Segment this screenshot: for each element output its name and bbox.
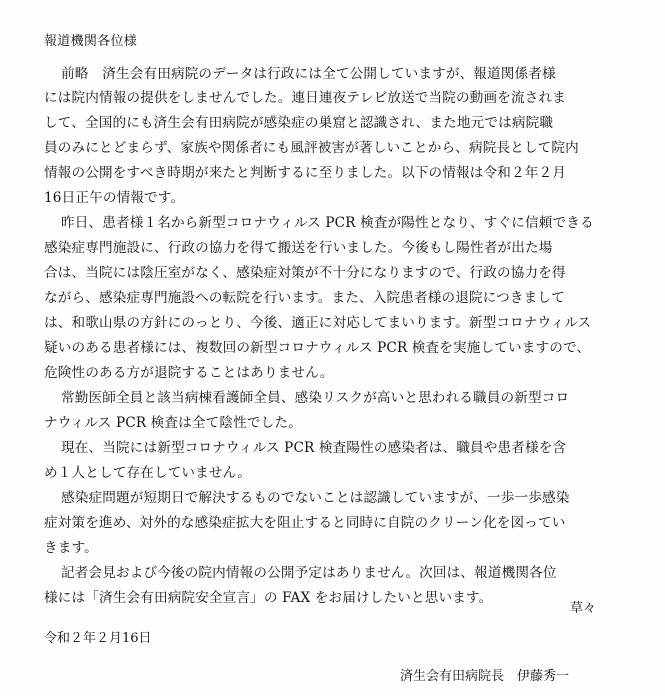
body-line: 感染症専門施設に、行政の協力を得て搬送を行いました。今後もし陽性者が出た場 (44, 240, 553, 256)
signature: 済生会有田病院長 伊藤秀一 (400, 669, 570, 684)
body-line: して、全国的にも済生会有田病院が感染症の巣窟と認識され、また地元では病院職 (44, 115, 554, 131)
body-line: ながら、感染症専門施設への転院を行います。また、入院患者様の退院につきまして (44, 290, 565, 306)
body-line: 症対策を進め、対外的な感染症拡大を阻止すると同時に自院のクリーン化を図ってい (44, 515, 566, 531)
body-line: 昨日、患者様１名から新型コロナウィルス PCR 検査が陽性となり、すぐに信頼できる (61, 215, 594, 231)
body-line: 合は、当院には陰圧室がなく、感染症対策が不十分になりますので、行政の協力を得 (44, 265, 566, 281)
body-line: 様には「済生会有田病院安全宣言」の FAX をお届けしたいと思います。 (44, 590, 493, 606)
body-line: 記者会見および今後の院内情報の公開予定はありません。次回は、報道機関各位 (61, 565, 557, 581)
letter-date: 令和２年２月16日 (44, 631, 152, 646)
body-line: 前略 済生会有田病院のデータは行政には全て公開していますが、報道関係者様 (61, 66, 556, 82)
body-line: 員のみにとどまらず、家族や関係者にも風評被害が著しいことから、病院長として院内 (44, 140, 579, 156)
body-line: 感染症問題が短期日で解決するものでないことは認識していますが、一歩一歩感染 (61, 490, 570, 506)
body-line: には院内情報の提供をしませんでした。連日連夜テレビ放送で当院の動画を流されま (44, 90, 566, 106)
body-line: 情報の公開をすべき時期が来たと判断するに至りました。以下の情報は令和２年２月 (44, 165, 566, 181)
body-line: 常勤医師全員と該当病棟看護師全員、感染リスクが高いと思われる職員の新型コロ (61, 390, 570, 406)
body-line: きます。 (44, 540, 98, 556)
body-line: 16日正午の情報です。 (44, 190, 185, 206)
addressee: 報道機関各位様 (44, 34, 138, 49)
body-line: め１人として存在していません。 (44, 465, 251, 481)
body-line: 疑いのある患者様には、複数回の新型コロナウィルス PCR 検査を実施していますので、 (44, 340, 591, 356)
body-line: ナウィルス PCR 検査は全て陰性でした。 (44, 415, 302, 431)
closing-word: 草々 (570, 601, 597, 616)
body-line: 現在、当院には新型コロナウィルス PCR 検査陽性の感染者は、職員や患者様を含 (61, 440, 567, 456)
body-line: 危険性のある方が退院することはありません。 (44, 365, 334, 381)
body-line: は、和歌山県の方針にのっとり、今後、適正に対応してまいります。新型コロナウィルス (44, 315, 592, 331)
